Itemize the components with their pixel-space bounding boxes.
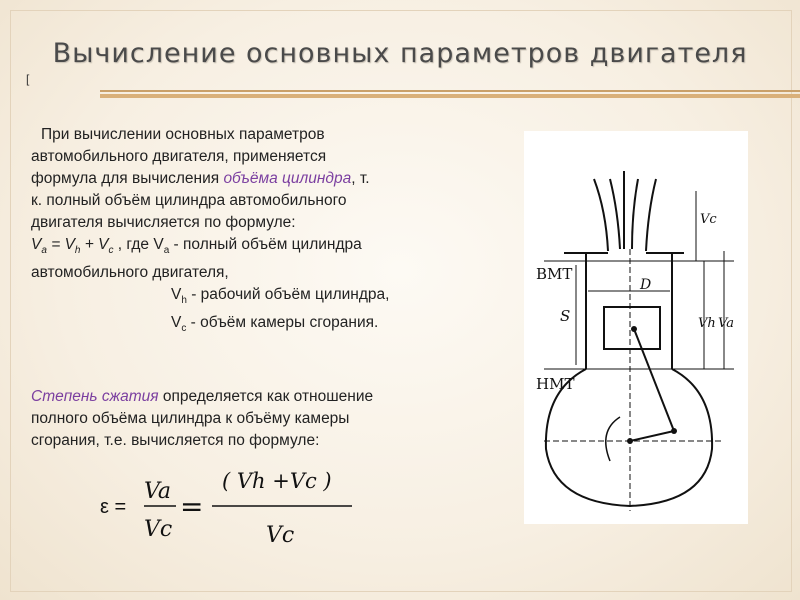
con-rod — [634, 329, 674, 431]
cylinder-volume-term: объёма цилиндра — [223, 170, 352, 187]
paragraph-compression — [31, 386, 471, 452]
stray-bracket: [ — [26, 72, 30, 86]
formula-den1: Vc — [144, 517, 173, 542]
left-port-inner — [610, 179, 620, 249]
p1-line4: к. полный объём цилиндра автомобильного — [31, 192, 347, 209]
crank-pin — [671, 428, 677, 434]
crank-center — [627, 438, 633, 444]
label-d: D — [640, 277, 652, 293]
compression-formula — [140, 466, 380, 556]
formula-num2: ( Vh +Vc ) — [222, 469, 332, 493]
slide-title: Вычисление основных параметров двигателя — [52, 38, 748, 69]
p1-line3-post: , т. — [351, 170, 370, 187]
label-vh: Vh — [698, 316, 716, 331]
p1-line3-pre: формула для вычисления — [31, 170, 224, 187]
p2-line2: полного объёма цилиндра к объёму камеры — [31, 410, 350, 427]
label-nmt: НМТ — [536, 375, 575, 393]
engine-diagram-panel — [524, 131, 748, 524]
vc-definition: $V_c$ - объём камеры сгорания. — [171, 314, 379, 335]
label-va: Va — [718, 316, 734, 331]
epsilon-label: ε = — [100, 496, 127, 518]
title-rule-thin — [100, 90, 800, 92]
label-vc: Vc — [700, 212, 717, 227]
p1-line2: автомобильного двигателя, применяется — [31, 148, 327, 165]
formula-va: $V_a = V_h + V_c$ — [31, 236, 114, 257]
p1-line1: При вычислении основных параметров — [41, 126, 325, 143]
formula-num1: Va — [144, 479, 171, 504]
right-port-inner — [632, 179, 638, 249]
right-port-outer — [646, 179, 656, 251]
rotation-arrow — [606, 417, 620, 461]
compression-ratio-term: Степень сжатия — [31, 388, 159, 405]
left-port-outer — [594, 179, 608, 251]
formula-den2: Vc — [266, 523, 295, 548]
title-rule-thick — [100, 94, 800, 98]
piston-pin — [631, 326, 637, 332]
paragraph-volume: При вычислении основных параметров автомобильного двигателя, применяется формула для вычисления объёма цилиндра, т. к. полный объём цилиндра автомобильного двигателя вычисляется по формуле: $V_a = V_h + V_c$ , где $V_a$ - полный объём цилиндра автомобильного двигателя, $V_h$ - рабочий объём цилиндра, $V_c$ - объём камеры сгорания. — [31, 124, 471, 340]
engine-diagram — [524, 131, 748, 524]
vh-definition: $V_h$ - рабочий объём цилиндра, — [171, 286, 390, 307]
label-vmt: ВМТ — [536, 265, 573, 283]
p1-line5: двигателя вычисляется по формуле: — [31, 214, 296, 231]
formula-eq: = — [180, 490, 204, 523]
p2-line3: сгорания, т.е. вычисляется по формуле: — [31, 432, 320, 449]
crank-arm — [630, 431, 674, 441]
p2-line1-post: определяется как отношение — [158, 388, 374, 405]
label-s: S — [560, 307, 571, 325]
p1-line6-rest: , где V — [113, 236, 164, 253]
p1-line7: автомобильного двигателя, — [31, 264, 229, 282]
